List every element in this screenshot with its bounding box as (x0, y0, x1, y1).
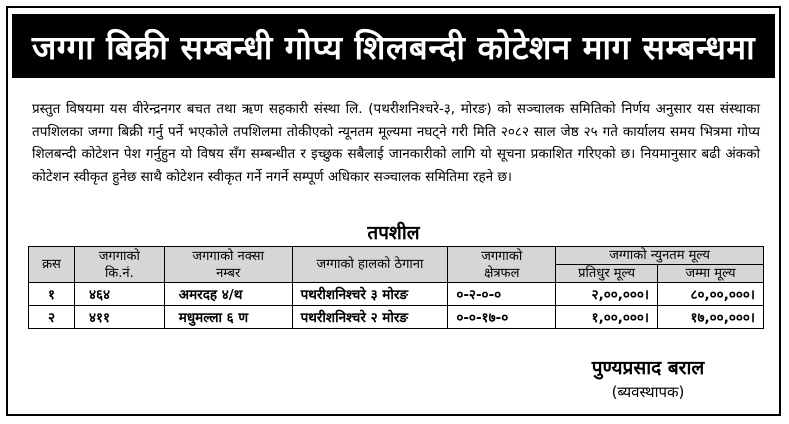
cell-area: ०-०-१७-० (448, 306, 556, 329)
header-rate: प्रतिधुर मूल्य (556, 265, 658, 283)
cell-location: पथरीशनिश्चरे ३ मोरङ (292, 283, 448, 306)
cell-total: १७,००,०००। (658, 306, 764, 329)
header-area (448, 247, 556, 283)
signatory-designation: (ब्यवस्थापक) (611, 383, 685, 401)
cell-map: मधुमल्ला ६ ण (164, 306, 292, 329)
header-total: जम्मा मूल्य (658, 265, 764, 283)
header-kitta-line1: जगगाको (98, 248, 140, 264)
header-area-line1: जगगाको (481, 248, 523, 264)
notice-body: प्रस्तुत विषयमा यस वीरेन्द्रनगर बचत तथा ऋण सहकारी संस्था लि. (पथरीशनिश्चरे-३, मोरङ) को सञ्चालक समितिको निर्णय अनुसार यस संस्थाका तपशिलका जग्गा बिक्री गर्नु पर्ने भएकोले तपशिलमा तोकीएको न्यूनतम मूल्यमा नघट्ने गरी मिति २०८२ साल जेष्ठ २५ गते कार्यालय समय भित्रमा गोप्य शिलबन्दी कोटेशन पेश गर्नुहुन यो विषय सँग सम्बन्धीत र इच्छुक सबैलाई जानकारीको लागि यो सूचना प्रकाशित गरिएको छ। नियमानुसार बढी अंकको कोटेशन स्वीकृत हुनेछ साथै कोटेशन स्वीकृत गर्ने नगर्ने सम्पूर्ण अधिकार सञ्चालक समितिमा रहने छ। (32, 101, 760, 185)
cell-total: ८०,००,०००। (658, 283, 764, 306)
table-row (29, 283, 764, 306)
header-kitta-line2: कि.नं. (104, 265, 134, 281)
notice-frame (6, 6, 781, 416)
notice-title: जग्गा बिक्री सम्बन्धी गोप्य शिलबन्दी कोटेशन माग सम्बन्धमा (12, 14, 775, 78)
cell-sn: २ (29, 306, 75, 329)
cell-kitta: ४६४ (74, 283, 164, 306)
table-header-row (29, 247, 764, 265)
cell-rate: १,००,०००। (556, 306, 658, 329)
cell-map: अमरदह ४/थ (164, 283, 292, 306)
header-map (164, 247, 292, 283)
cell-sn: १ (29, 283, 75, 306)
header-kitta (74, 247, 164, 283)
header-area-line2: क्षेत्रफल (484, 265, 520, 281)
header-sn: क्रस (29, 247, 75, 283)
cell-area: ०-२-०-० (448, 283, 556, 306)
cell-kitta: ४११ (74, 306, 164, 329)
header-map-line1: जगगाको नक्सा (192, 248, 264, 264)
land-schedule-table (28, 246, 764, 329)
header-map-line2: नम्बर (216, 265, 241, 281)
header-location: जग्गाको हालको ठेगाना (292, 247, 448, 283)
cell-rate: २,००,०००। (556, 283, 658, 306)
table-row (29, 306, 764, 329)
cell-location: पथरीशनिश्चरे २ मोरङ (292, 306, 448, 329)
signatory-name: पुण्यप्रसाद बराल (591, 357, 705, 379)
schedule-heading: तपशील (367, 222, 420, 244)
header-min-price: जग्गाको न्युनतम मूल्य (556, 247, 764, 265)
